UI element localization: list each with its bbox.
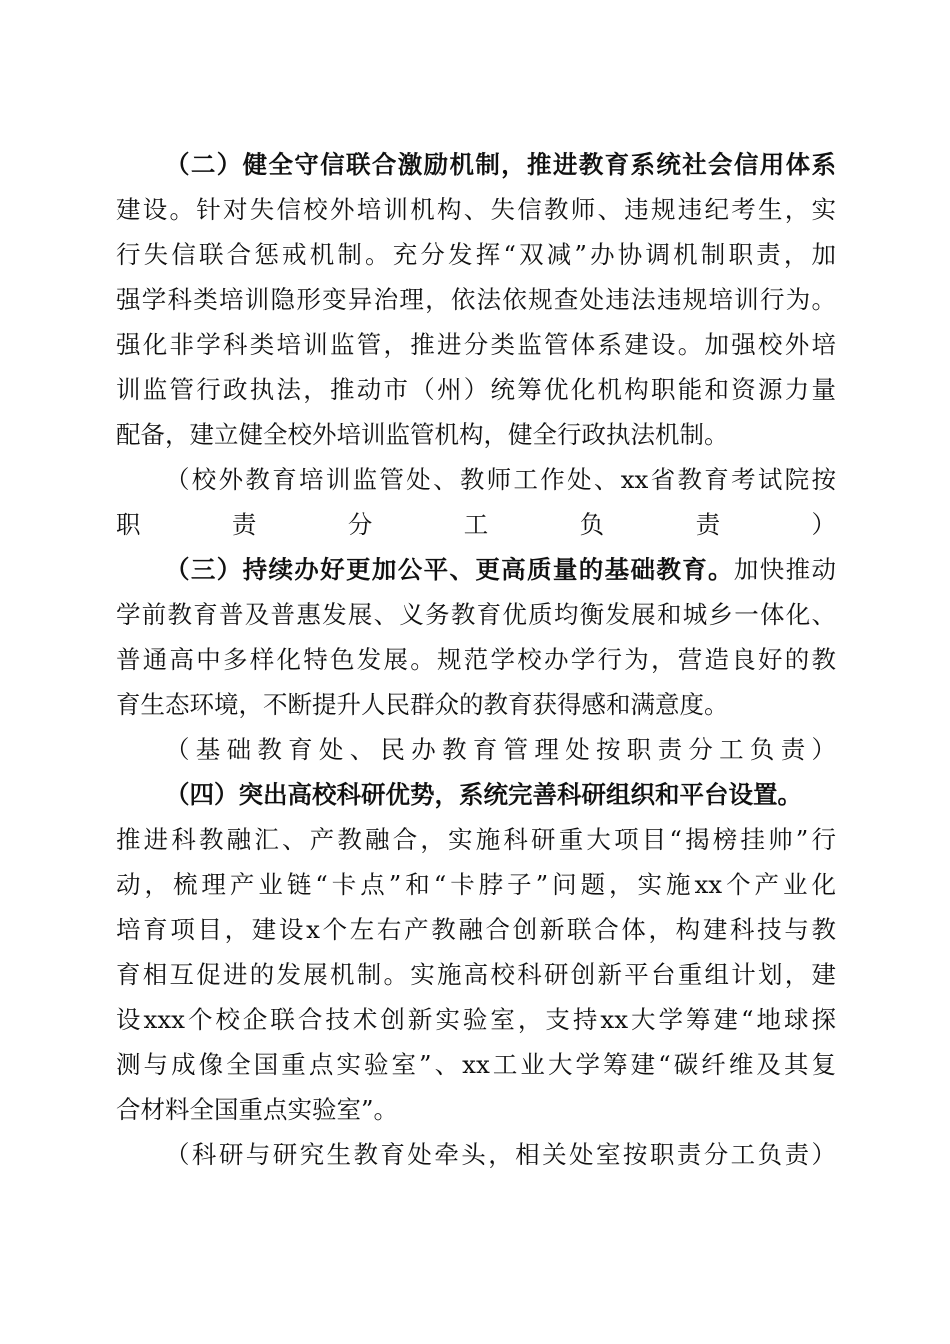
section-3-responsible — [116, 727, 836, 772]
section-2-line: 配备，建立健全校外培训监管机构，健全行政执法机制。 — [116, 420, 729, 449]
section-4-line: 设xxx个校企联合技术创新实验室，支持xx大学筹建“地球探 — [116, 1005, 836, 1034]
section-2-responsible — [116, 457, 836, 547]
responsible-line: （科研与研究生教育处牵头，相关处室按职责分工负责） — [165, 1140, 836, 1169]
section-3-line: 普通高中多样化特色发展。规范学校办学行为，营造良好的教 — [116, 645, 836, 674]
section-3-line: 学前教育普及普惠发展、义务教育优质均衡发展和城乡一体化、 — [116, 600, 836, 629]
responsible-line: （基础教育处、民办教育管理处按职责分工负责） — [165, 735, 836, 764]
section-3-line: 育生态环境，不断提升人民群众的教育获得感和满意度。 — [116, 690, 729, 719]
section-3 — [116, 547, 836, 727]
section-2-line: 强化非学科类培训监管，推进分类监管体系建设。加强校外培 — [116, 330, 836, 359]
responsible-line: （校外教育培训监管处、教师工作处、xx省教育考试院按 — [165, 465, 836, 494]
section-4-responsible — [116, 1132, 836, 1177]
section-2-line: 强学科类培训隐形变异治理，依法依规查处违法违规培训行为。 — [116, 285, 836, 314]
section-4-line: 培育项目，建设x个左右产教融合创新联合体，构建科技与教 — [116, 915, 836, 944]
section-2-heading: （二）健全守信联合激励机制，推进教育系统社会信用体系 — [165, 150, 836, 179]
section-4-line: 育相互促进的发展机制。实施高校科研创新平台重组计划，建 — [116, 960, 836, 989]
section-3-heading-line — [116, 547, 836, 592]
section-4-line: 动，梳理产业链“卡点”和“卡脖子”问题，实施xx个产业化 — [116, 870, 836, 899]
section-2-line: 建设。针对失信校外培训机构、失信教师、违规违纪考生，实 — [116, 195, 836, 224]
section-2-line: 行失信联合惩戒机制。充分发挥“双减”办协调机制职责，加 — [116, 240, 836, 269]
section-4-line: 推进科教融汇、产教融合，实施科研重大项目“揭榜挂帅”行 — [116, 825, 836, 854]
section-4-line: 测与成像全国重点实验室”、xx工业大学筹建“碳纤维及其复 — [116, 1050, 836, 1079]
section-4 — [116, 772, 836, 1132]
document-body — [116, 142, 836, 1177]
section-2-line: 训监管行政执法，推动市（州）统筹优化机构职能和资源力量 — [116, 375, 836, 404]
section-4-line: 合材料全国重点实验室”。 — [116, 1095, 399, 1124]
section-3-heading-rest: 加快推动 — [733, 555, 837, 584]
section-3-heading: （三）持续办好更加公平、更高质量的基础教育。 — [165, 555, 734, 584]
section-4-heading: （四）突出高校科研优势，系统完善科研组织和平台设置。 — [165, 780, 802, 809]
section-2 — [116, 142, 836, 457]
responsible-line: 职责分工负责） — [116, 510, 836, 539]
